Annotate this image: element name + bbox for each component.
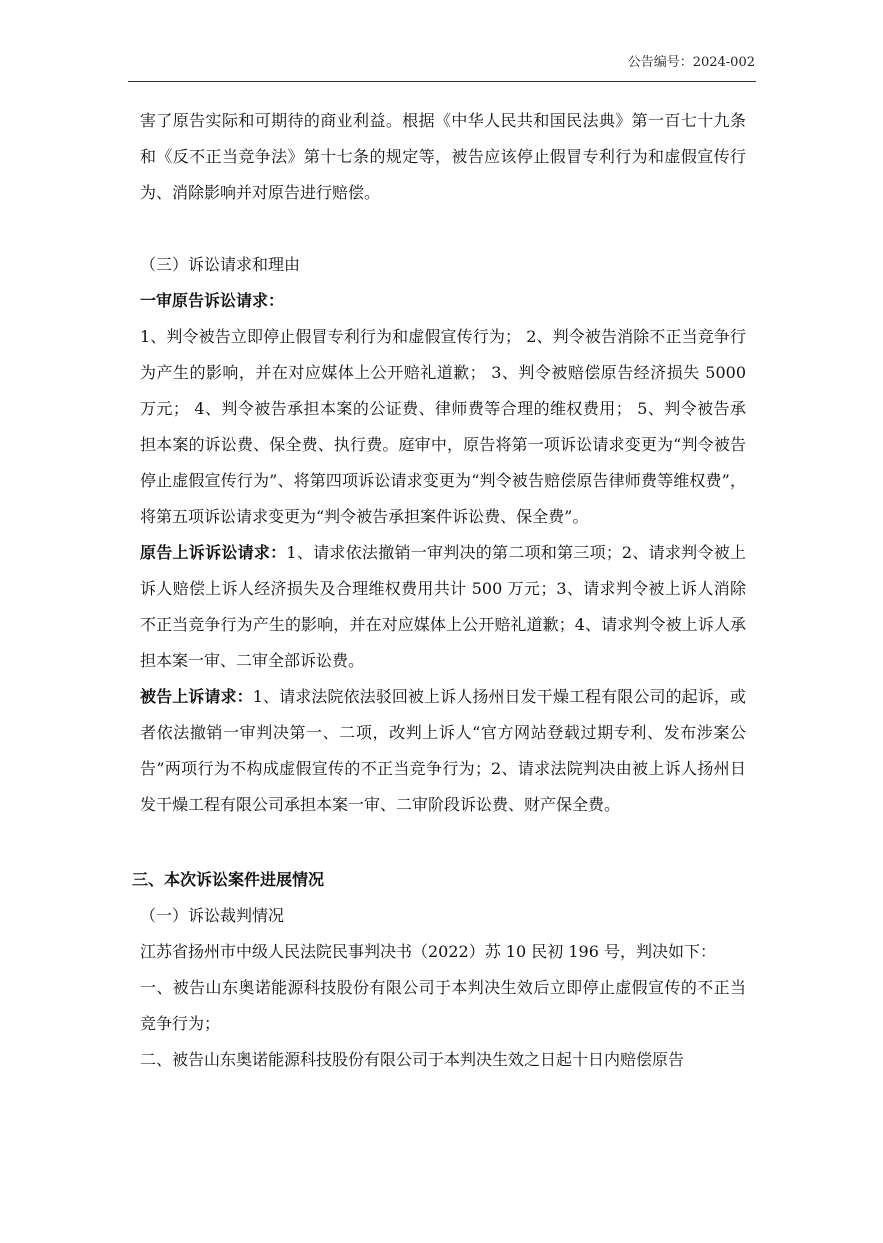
- spacer: [140, 211, 746, 247]
- defendant-appeal-paragraph: [140, 679, 746, 823]
- claims-subheading: （三）诉讼请求和理由: [140, 255, 301, 274]
- announcement-number: 公告编号：2024-002: [627, 55, 755, 70]
- intro-paragraph: 害了原告实际和可期待的商业利益。根据《中华人民共和国民法典》第一百七十九条和《反不正当竞争法》第十七条的规定等，被告应该停止假冒专利行为和虚假宣传行为、消除影响并对原告进行赔偿。: [140, 111, 746, 202]
- first-instance-label-line: [140, 283, 746, 319]
- document-body: [132, 103, 746, 1078]
- section-title: 三、本次诉讼案件进展情况: [132, 870, 325, 889]
- judgment-item-1: 一、被告山东奥诺能源科技股份有限公司于本判决生效后立即停止虚假宣传的不正当竞争行为；: [140, 978, 746, 1033]
- defendant-appeal-label: 被告上诉请求：: [140, 687, 253, 706]
- plaintiff-appeal-label: 原告上诉诉讼请求：: [140, 543, 287, 562]
- header-divider: [128, 81, 756, 82]
- court-judgment-line: 江苏省扬州市中级人民法院民事判决书（2022）苏 10 民初 196 号，判决如下：: [140, 942, 716, 961]
- progress-subheading: （一）诉讼裁判情况: [140, 906, 285, 925]
- spacer: [140, 823, 746, 862]
- plaintiff-appeal-paragraph: [140, 535, 746, 679]
- first-instance-label: 一审原告诉讼请求：: [140, 291, 285, 310]
- defendant-appeal-text: 1、请求法院依法驳回被上诉人扬州日发干燥工程有限公司的起诉，或者依法撤销一审判决第一、二项，改判上诉人“官方网站登载过期专利、发布涉案公告”两项行为不构成虚假宣传的不正当竞争行为；2、请求法院判决由被上诉人扬州日发干燥工程有限公司承担本案一审、二审阶段诉讼费、财产保全费。: [140, 687, 746, 814]
- judgment-item-2: 二、被告山东奥诺能源科技股份有限公司于本判决生效之日起十日内赔偿原告: [140, 1050, 685, 1069]
- plaintiff-appeal-text: 1、请求依法撤销一审判决的第二项和第三项；2、请求判令被上诉人赔偿上诉人经济损失及合理维权费用共计 500 万元；3、请求判令被上诉人消除不正当竞争行为产生的影响，并在对应媒体上公开赔礼道歉；4、请求判令被上诉人承担本案一审、二审全部诉讼费。: [140, 543, 746, 670]
- first-instance-claims: 1、判令被告立即停止假冒专利行为和虚假宣传行为； 2、判令被告消除不正当竞争行为产生的影响，并在对应媒体上公开赔礼道歉； 3、判令被赔偿原告经济损失 5000 万元； 4、判令被告承担本案的公证费、律师费等合理的维权费用； 5、判令被告承担本案的诉讼费、保全费、执行费。庭审中，原告将第一项诉讼请求变更为“判令被告停止虚假宣传行为”、将第四项诉讼请求变更为“判令被告赔偿原告律师费等维权费”，将第五项诉讼请求变更为“判令被告承担案件诉讼费、保全费”。: [140, 327, 746, 526]
